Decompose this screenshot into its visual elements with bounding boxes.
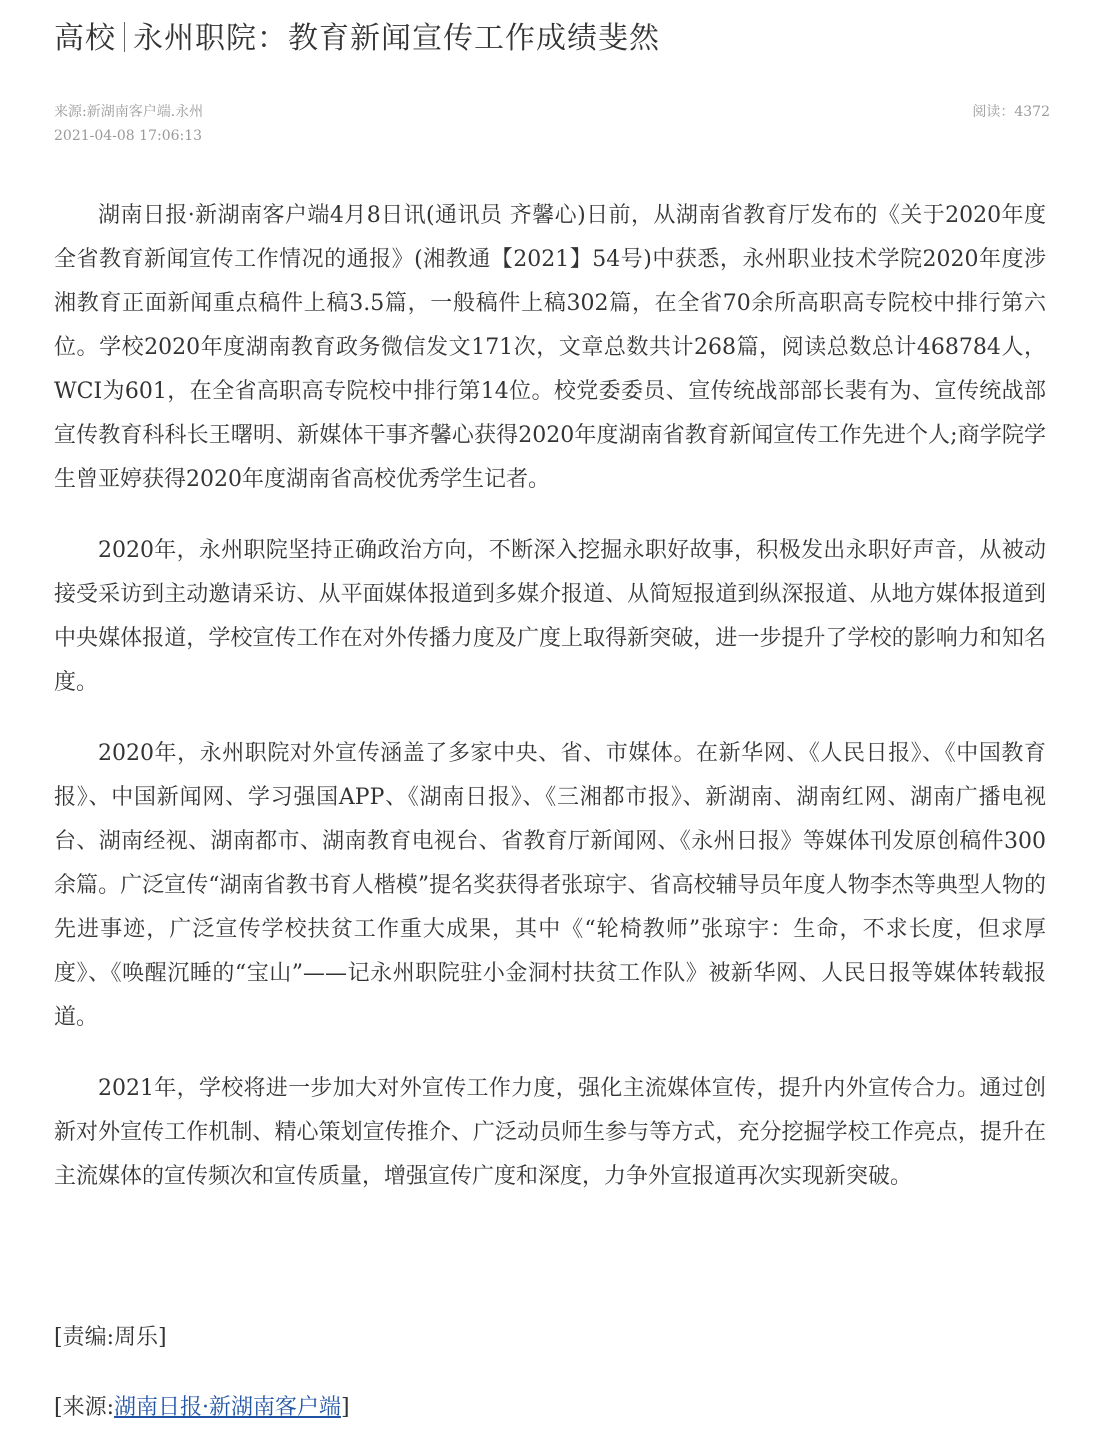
source-attribution bbox=[54, 1388, 350, 1428]
title-category: 高校 bbox=[54, 21, 116, 56]
article-paragraph-1: 湖南日报·新湖南客户端4月8日讯(通讯员 齐馨心)日前，从湖南省教育厅发布的《关于2020年度全省教育新闻宣传工作情况的通报》(湘教通【2021】54号)中获悉，永州职业技术学院2020年度涉湘教育正面新闻重点稿件上稿3.5篇，一般稿件上稿302篇，在全省70余所高职高专院校中排行第六位。学校2020年度湖南教育政务微信发文171次，文章总数共计268篇，阅读总数总计468784人，WCI为601，在全省高职高专院校中排行第14位。校党委委员、宣传统战部部长裴有为、宣传统战部宣传教育科科长王曙明、新媒体干事齐馨心获得2020年度湖南省教育新闻宣传工作先进个人;商学院学生曾亚婷获得2020年度湖南省高校优秀学生记者。 bbox=[54, 203, 1046, 492]
source-link[interactable]: 湖南日报·新湖南客户端 bbox=[114, 1395, 341, 1420]
page-title bbox=[54, 18, 660, 60]
article-paragraph-3: 2020年，永州职院对外宣传涵盖了多家中央、省、市媒体。在新华网、《人民日报》、《中国教育报》、中国新闻网、学习强国APP、《湖南日报》、《三湘都市报》、新湖南、湖南红网、湖南广播电视台、湖南经视、湖南都市、湖南教育电视台、省教育厅新闻网、《永州日报》等媒体刊发原创稿件300余篇。广泛宣传“湖南省教书育人楷模”提名奖获得者张琼宇、省高校辅导员年度人物李杰等典型人物的先进事迹，广泛宣传学校扶贫工作重大成果，其中《“轮椅教师”张琼宇：生命，不求长度，但求厚度》、《唤醒沉睡的“宝山”——记永州职院驻小金洞村扶贫工作队》被新华网、人民日报等媒体转载报道。 bbox=[54, 741, 1046, 1030]
source-prefix: [来源: bbox=[54, 1395, 114, 1420]
responsible-editor: [责编:周乐] bbox=[54, 1325, 167, 1350]
article-body bbox=[54, 194, 1046, 1226]
title-text: 永州职院：教育新闻宣传工作成绩斐然 bbox=[133, 21, 660, 56]
article-meta bbox=[54, 100, 203, 148]
article-datetime: 2021-04-08 17:06:13 bbox=[54, 128, 203, 144]
source-suffix: ] bbox=[341, 1395, 350, 1420]
article-paragraph-4: 2021年，学校将进一步加大对外宣传工作力度，强化主流媒体宣传，提升内外宣传合力。通过创新对外宣传工作机制、精心策划宣传推介、广泛动员师生参与等方式，充分挖掘学校工作亮点，提升在主流媒体的宣传频次和宣传质量，增强宣传广度和深度，力争外宣报道再次实现新突破。 bbox=[54, 1076, 1046, 1189]
article-source: 来源:新湖南客户端.永州 bbox=[54, 104, 204, 120]
read-count: 阅读：4372 bbox=[972, 104, 1050, 120]
article-paragraph-2: 2020年，永州职院坚持正确政治方向，不断深入挖掘永职好故事，积极发出永职好声音，从被动接受采访到主动邀请采访、从平面媒体报道到多媒介报道、从简短报道到纵深报道、从地方媒体报道到中央媒体报道，学校宣传工作在对外传播力度及广度上取得新突破，进一步提升了学校的影响力和知名度。 bbox=[54, 538, 1046, 695]
title-separator bbox=[124, 22, 125, 52]
